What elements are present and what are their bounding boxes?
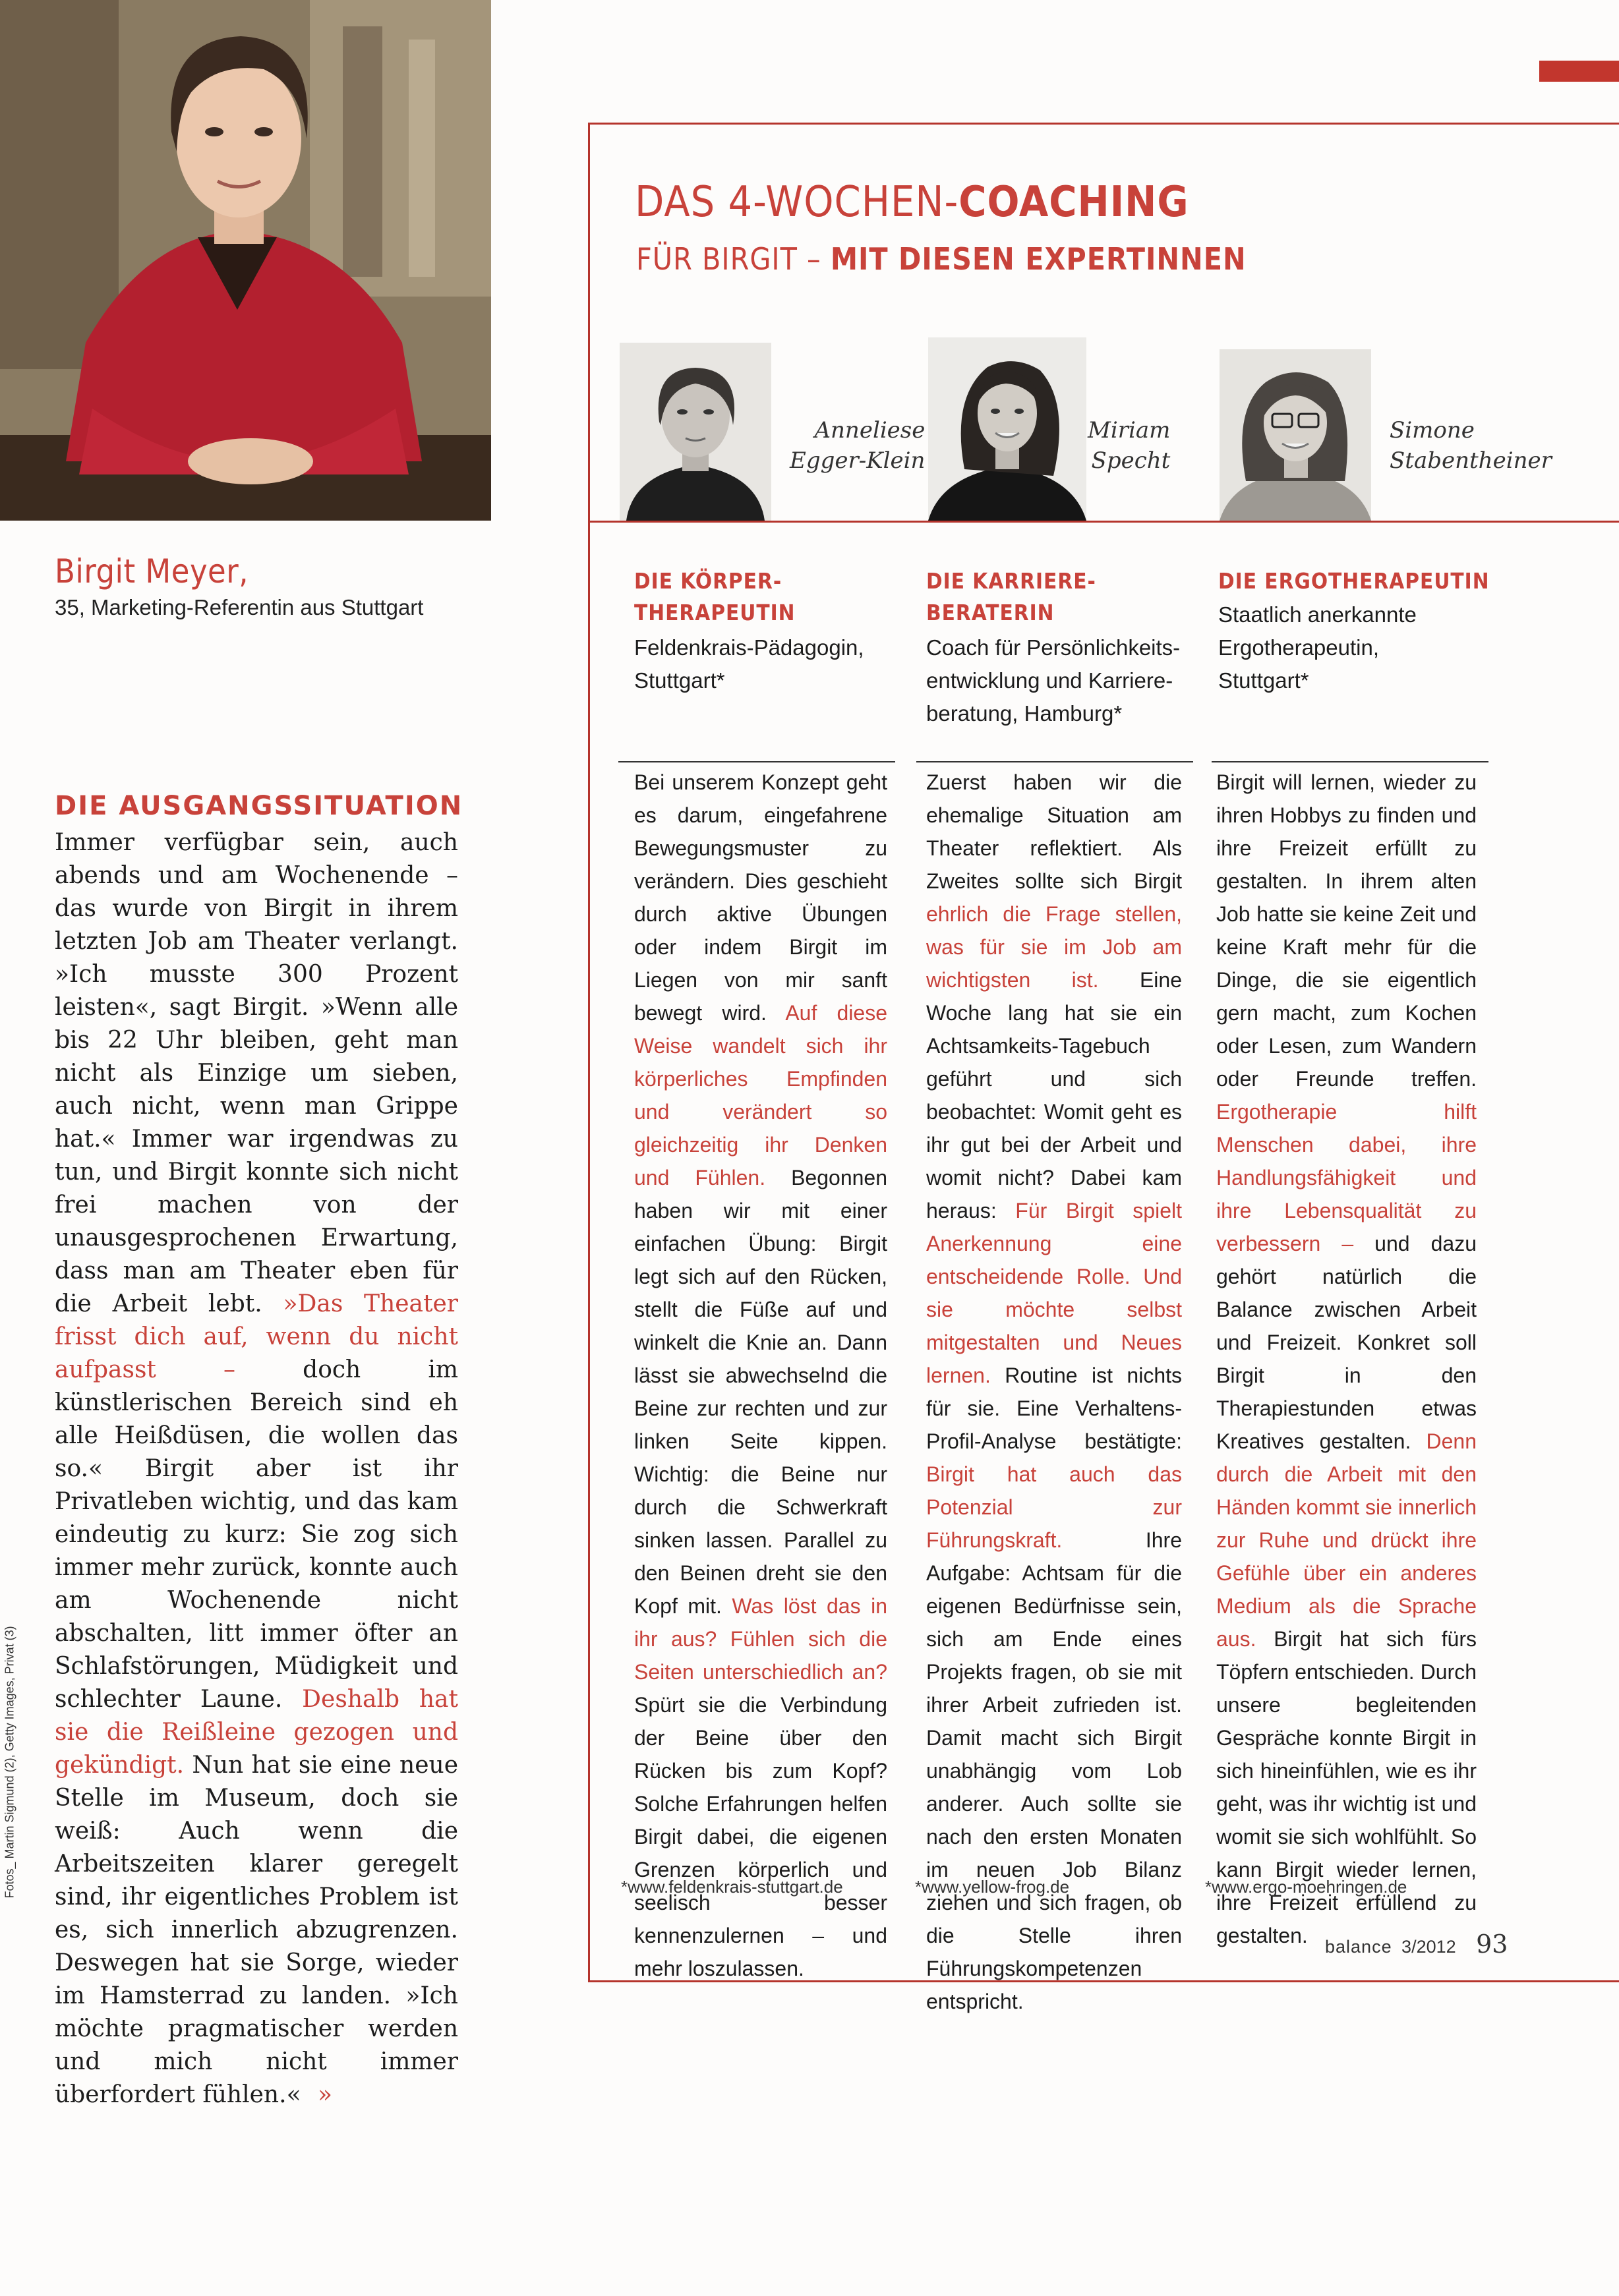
- expert-body-2-seg-1: Zuerst haben wir die ehemalige Situation am Theater reflektiert. Als Zweites sollte sich Birgit: [926, 770, 1182, 893]
- footer-magazine: balance: [1325, 1937, 1392, 1957]
- expert-category-2: DIE KARRIERE- BERATERIN: [926, 568, 1096, 625]
- expert-body-1: [634, 766, 887, 1985]
- expert-name-3: Simone Stabentheiner: [1390, 417, 1552, 474]
- expert-body-3: [1216, 766, 1477, 1952]
- coaching-subtitle-bold: MIT DIESEN EXPERTINNEN: [830, 241, 1247, 277]
- expert-desc-2: Coach für Persönlichkeits- entwicklung und Karriere- beratung, Hamburg*: [926, 635, 1181, 726]
- corner-tab: [1539, 61, 1619, 82]
- expert-body-3-seg-3: und dazu gehört natürlich die Balance zwischen Arbeit und Freizeit. Konkret soll Birgit in den Therapiestunden etwas Kreatives gestalten.: [1216, 1232, 1477, 1453]
- expert-body-3-seg-5: Birgit hat sich fürs Töpfern entschieden. Durch unsere begleitenden Gespräche konnte Birgit in sich hineinfühlen, wie es ihr geht, was ihr wichtig ist und womit sie sich wohlfühlt. So kann Birgit wieder lernen, ihre Freizeit erfüllend zu gestalten.: [1216, 1627, 1477, 1947]
- situation-para-1: Immer verfügbar sein, auch abends und am Wochenende – das wurde von Birgit in ihrem letzten Job am Theater verlangt. »Ich musste 300 Prozent leisten«, sagt Birgit. »Wenn alle bis 22 Uhr bleiben, geht man nicht als Einzige um sieben, auch nicht, wenn man Grippe hat.« Immer war irgendwas zu tun, und Birgit konnte sich nicht frei machen von der unausgesprochenen Erwartung, dass man am Theater eben für die Arbeit lebt.: [55, 829, 458, 1317]
- expert-body-2-seg-5: Routine ist nichts für sie. Eine Verhaltens-Profil-Analyse bestätigte:: [926, 1363, 1182, 1453]
- expert-footnote-2: *www.yellow-frog.de: [915, 1877, 1070, 1897]
- expert-name-2: Miriam Specht: [1088, 417, 1171, 474]
- expert-desc-3: Staatlich anerkannte Ergotherapeutin, Stuttgart*: [1218, 602, 1417, 693]
- expert-body-2-seg-2: ehrlich die Frage stellen, was für sie im Job am wichtigsten ist.: [926, 902, 1182, 992]
- portrait-illustration: [0, 0, 491, 521]
- expert-body-1-seg-1: Bei unserem Konzept geht es darum, eingefahrene Bewegungsmuster zu verändern. Dies geschieht durch aktive Übungen oder indem Birgit im Liegen von mir sanft bewegt wird.: [634, 770, 887, 1025]
- expert-photo-2: [928, 337, 1086, 521]
- expert-category-3: DIE ERGOTHERAPEUTIN: [1218, 568, 1490, 594]
- continue-arrow-icon: »: [318, 2081, 333, 2108]
- expert-category-1: DIE KÖRPER- THERAPEUTIN: [634, 568, 796, 625]
- expert-body-3-seg-4: Denn durch die Arbeit mit den Händen kommt sie innerlich zur Ruhe und drückt ihre Gefühle über ein anderes Medium als die Sprache aus.: [1216, 1429, 1477, 1651]
- coaching-title-thin: DAS 4-WOCHEN-: [635, 178, 959, 227]
- expert-name-1: Anneliese Egger-Klein: [790, 417, 926, 474]
- subject-name: Birgit Meyer,: [55, 552, 249, 590]
- footer-issue: 3/2012: [1401, 1937, 1456, 1957]
- page-footer: [1325, 1930, 1508, 1959]
- subject-subtitle: 35, Marketing-Referentin aus Stuttgart: [55, 595, 424, 619]
- expert-body-1-seg-3: Begonnen haben wir mit einer einfachen Übung: Birgit legt sich auf den Rücken, stellt die Füße auf und winkelt die Knie an. Dann lässt sie abwechselnd die Beine zur rechten und zur linken Seite kippen. Wichtig: die Beine nur durch die Schwerkraft sinken lassen. Parallel zu den Beinen dreht sie den Kopf mit.: [634, 1166, 888, 1618]
- coaching-subtitle-thin: FÜR BIRGIT –: [636, 241, 831, 277]
- expert-footnote-3: *www.ergo-moehringen.de: [1205, 1877, 1407, 1897]
- experts-divider: [588, 521, 1619, 523]
- expert-body-2: [926, 766, 1182, 2018]
- expert-photo-1: [620, 343, 771, 521]
- situation-quote-highlight: »Das Theater frisst dich auf, wenn du nicht aufpasst –: [55, 1290, 458, 1383]
- situation-highlight: Deshalb hat sie die Reißleine gezogen und gekündigt.: [55, 1686, 458, 1779]
- situation-para-2: doch im künstlerischen Bereich sind eh alle Heißdüsen, die wollen das so.« Birgit aber ist ihr Privatleben wichtig, und das kam eindeutig zu kurz: Sie zog sich immer mehr zurück, konnte auch am Wochenende nicht abschalten, litt immer öfter an Schlafstörungen, Müdigkeit und schlechter Laune.: [55, 1356, 458, 1713]
- expert-desc-1: Feldenkrais-Pädagogin, Stuttgart*: [634, 635, 864, 693]
- expert-body-3-seg-1: Birgit will lernen, wieder zu ihren Hobbys zu finden und ihre Freizeit erfüllt zu gestalten. In ihrem alten Job hatte sie keine Zeit und keine Kraft mehr für die Dinge, die sie eigentlich gern macht, zum Kochen oder Lesen, zum Wandern oder Freunde treffen.: [1216, 770, 1477, 1091]
- expert-body-1-seg-2: Auf diese Weise wandelt sich ihr körperliches Empfinden und verändert so gleichzeitig ihr Denken und Fühlen.: [634, 1001, 888, 1190]
- coaching-title-bold: COACHING: [958, 178, 1189, 227]
- coaching-subtitle: [636, 241, 1247, 277]
- expert-body-3-seg-2: Ergotherapie hilft Menschen dabei, ihre Handlungsfähigkeit und ihre Lebensqualität zu verbessern –: [1216, 1100, 1477, 1255]
- portrait-photo: [0, 0, 491, 521]
- column-divider-1: [618, 761, 895, 762]
- expert-body-1-seg-5: Spürt sie die Verbindung der Beine über den Rücken bis zum Kopf? Solche Erfahrungen helfen Birgit dabei, die eigenen Grenzen körperlich und seelisch besser kennenzulernen – und mehr loszulassen.: [634, 1693, 887, 1980]
- page-number: 93: [1476, 1930, 1508, 1959]
- column-divider-3: [1212, 761, 1488, 762]
- expert-photo-3: [1220, 349, 1371, 521]
- expert-body-1-seg-4: Was löst das in ihr aus? Fühlen sich die Seiten unterschiedlich an?: [634, 1594, 888, 1684]
- situation-text: [55, 826, 458, 2111]
- photo-credit: Fotos_ Martin Sigmund (2), Getty Images, Privat (3): [3, 1626, 16, 1899]
- situation-para-3: Nun hat sie eine neue Stelle im Museum, doch sie weiß: Auch wenn die Arbeitszeiten klarer geregelt sind, ihr eigentliches Problem ist es, sich innerlich abzugrenzen. Deswegen hat sie Sorge, wieder im Hamsterrad zu landen. »Ich möchte pragmatischer werden und mich nicht immer überfordert fühlen.«: [55, 1752, 458, 2108]
- expert-body-2-seg-6: Birgit hat auch das Potenzial zur Führungskraft.: [926, 1462, 1182, 1552]
- coaching-title: [635, 178, 1189, 227]
- expert-footnote-1: *www.feldenkrais-stuttgart.de: [621, 1877, 843, 1897]
- expert-body-2-seg-3: Eine Woche lang hat sie ein Achtsamkeits-Tagebuch geführt und sich beobachtet: Womit geht es ihr gut bei der Arbeit und womit nicht? Dabei kam heraus:: [926, 968, 1183, 1222]
- expert-body-2-seg-4: Für Birgit spielt Anerkennung eine entscheidende Rolle. Und sie möchte selbst mitgestalten und Neues lernen.: [926, 1199, 1183, 1387]
- expert-body-2-seg-7: Ihre Aufgabe: Achtsam für die eigenen Bedürfnisse sein, sich am Ende eines Projekts fragen, ob sie mit ihrer Arbeit zufrieden ist. Damit macht sich Birgit unabhängig vom Lob anderer. Auch sollte sie nach den ersten Monaten im neuen Job Bilanz ziehen und sich fragen, ob die Stelle ihren Führungskompetenzen entspricht.: [926, 1528, 1182, 2013]
- column-divider-2: [916, 761, 1193, 762]
- situation-heading: DIE AUSGANGSSITUATION: [55, 791, 463, 821]
